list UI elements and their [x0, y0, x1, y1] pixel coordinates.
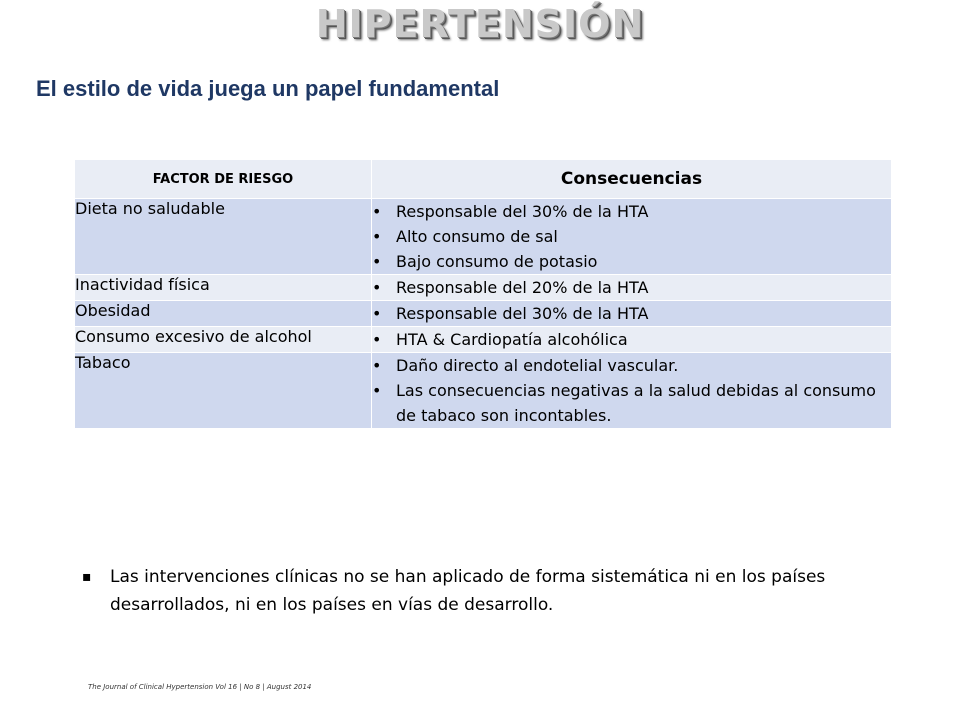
list-item: [372, 378, 891, 428]
slide-subtitle: El estilo de vida juega un papel fundamental: [36, 76, 500, 101]
consequences-list: [372, 301, 891, 326]
bullet-icon: •: [372, 252, 382, 271]
table-header-row: [75, 160, 892, 199]
table-row: [75, 327, 892, 353]
factor-cell: Tabaco: [75, 353, 372, 429]
header-factor: FACTOR DE RIESGO: [75, 160, 372, 199]
consequences-list: [372, 199, 891, 274]
bullet-icon: •: [372, 330, 382, 349]
consequences-cell: [372, 353, 892, 429]
table-row: [75, 199, 892, 275]
consequences-list: [372, 327, 891, 352]
table-row: [75, 301, 892, 327]
bullet-icon: •: [372, 304, 382, 323]
table-row: [75, 353, 892, 429]
footnote-paragraph: [82, 563, 900, 619]
square-bullet-icon: ▪: [82, 569, 92, 585]
bullet-icon: •: [372, 227, 382, 246]
consequences-cell: [372, 301, 892, 327]
list-item-text: Daño directo al endotelial vascular.: [396, 356, 679, 375]
list-item: [372, 249, 891, 274]
list-item-text: Responsable del 20% de la HTA: [396, 278, 649, 297]
table-row: [75, 275, 892, 301]
slide-title: HIPERTENSIÓN: [315, 2, 645, 46]
list-item: [372, 327, 891, 352]
consequences-list: [372, 353, 891, 428]
list-item: [372, 353, 891, 378]
list-item: [372, 199, 891, 224]
list-item-text: Alto consumo de sal: [396, 227, 558, 246]
consequences-cell: [372, 199, 892, 275]
consequences-cell: [372, 327, 892, 353]
consequences-list: [372, 275, 891, 300]
consequences-cell: [372, 275, 892, 301]
source-citation: The Journal of Clinical Hypertension Vol 16 | No 8 | August 2014: [88, 683, 312, 691]
bullet-icon: •: [372, 381, 382, 400]
factor-cell: Dieta no saludable: [75, 199, 372, 275]
list-item-text: Las consecuencias negativas a la salud debidas al consumo de tabaco son incontables.: [396, 381, 876, 425]
factor-cell: Inactividad física: [75, 275, 372, 301]
bullet-icon: •: [372, 356, 382, 375]
bullet-icon: •: [372, 202, 382, 221]
risk-factor-table: [74, 159, 892, 429]
list-item-text: HTA & Cardiopatía alcohólica: [396, 330, 628, 349]
footnote-text: Las intervenciones clínicas no se han aplicado de forma sistemática ni en los países desarrollados, ni en los países en vías de desarrollo.: [110, 567, 826, 615]
list-item-text: Responsable del 30% de la HTA: [396, 202, 649, 221]
list-item: [372, 275, 891, 300]
list-item-text: Bajo consumo de potasio: [396, 252, 598, 271]
list-item: [372, 301, 891, 326]
header-consequences: Consecuencias: [372, 160, 892, 199]
bullet-icon: •: [372, 278, 382, 297]
list-item: [372, 224, 891, 249]
factor-cell: Consumo excesivo de alcohol: [75, 327, 372, 353]
list-item-text: Responsable del 30% de la HTA: [396, 304, 649, 323]
factor-cell: Obesidad: [75, 301, 372, 327]
